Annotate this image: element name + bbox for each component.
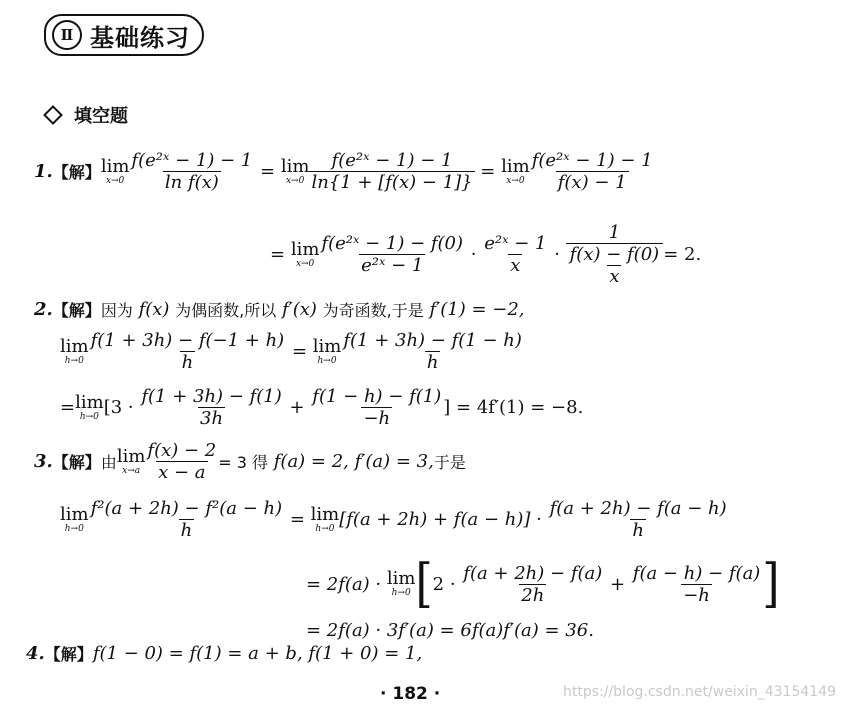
problem-1-number: 1.	[34, 161, 53, 182]
problem-3-line-3: = 2f(a) · lim h→0 [ 2 · $\frac{f(a + 2h) - f(a)}{2h}$ + $\frac{f(a - h) - f(a)}{-h}$ ]	[306, 552, 780, 614]
fraction: $\frac{f(a + 2h) - f(a)}{2h}$	[463, 562, 603, 606]
limit-operator: lim h→0	[60, 335, 89, 366]
fraction: $\frac{f(x) - 2}{x - a}$	[147, 440, 217, 483]
section-header-badge	[44, 14, 204, 56]
fraction: $\frac{f(1 - h) - f(1)}{-h}$	[312, 386, 442, 429]
problem-2-number: 2.	[34, 299, 53, 320]
fraction: $\frac{f(a - h) - f(a)}{-h}$	[632, 562, 761, 606]
limit-operator: lim h→0	[75, 391, 104, 422]
result: = 2f(a) · 3f′(a) = 6f(a)f′(a) = 36.	[306, 620, 594, 641]
problem-1-solution-tag: 【解】	[52, 163, 101, 182]
problem-4-number: 4.	[26, 643, 45, 664]
page-title: 基础练习	[90, 23, 190, 52]
right-bracket: ]	[762, 552, 780, 614]
problem-1-line-2: = lim x→0 $\frac{\text{f(e²ˣ − 1) − f(0)}}{\text{e²ˣ − 1}}$ · $\frac{\text{e²ˣ − 1}}{x}$ · $\frac{1}{\frac{f(x) - f(0)}{x}}$ = 2.	[270, 222, 702, 287]
fraction: $\frac{f(a + 2h) - f(a - h)}{h}$	[549, 498, 727, 541]
fraction: $\frac{\text{f(e²ˣ − 1) − f(0)}}{\text{e²ˣ − 1}}$	[321, 233, 464, 276]
page-number: · 182 ·	[380, 684, 441, 704]
problem-2-line-1: 2. 【解】 因为 f(x) 为偶函数,所以 f′(x) 为奇函数,于是 f′(1) = −2,	[34, 299, 525, 320]
limit-operator: lim x→0	[280, 155, 310, 186]
problem-3-line-2: lim h→0 $\frac{\text{f²(a + 2h) − f²(a − h)}}{h}$ = lim h→0 [f(a + 2h) + f(a − h)] · $\frac{f(a + 2h) - f(a - h)}{h}$	[60, 498, 727, 541]
problem-4-line-1: 4. 【解】 f(1 − 0) = f(1) = a + b, f(1 + 0) = 1,	[26, 643, 423, 664]
limit-operator: lim h→0	[310, 503, 340, 534]
problem-2-line-3: = lim h→0 [3 · $\frac{f(1 + 3h) - f(1)}{3h}$ + $\frac{f(1 - h) - f(1)}{-h}$ ] = 4f′(1) = −8.	[60, 386, 584, 429]
limit-operator: lim x→0	[501, 155, 530, 186]
problem-3-solution-tag: 【解】	[52, 453, 101, 472]
problem-2-solution-tag: 【解】	[52, 301, 101, 320]
problem-4-solution-tag: 【解】	[44, 645, 93, 664]
limit-operator: lim x→a	[116, 445, 146, 476]
left-bracket: [	[415, 552, 433, 614]
fraction: $\frac{f(1 + 3h) - f(1 - h)}{h}$	[343, 330, 522, 373]
section-title: 填空题	[74, 106, 128, 127]
problem-1-line-1: 1. 【解】 lim x→0 $\frac{\text{f(e²ˣ − 1) − 1}}{\text{ln f(x)}}$ = lim x→0 $\frac{\text{f(e²ˣ − 1) − 1}}{\ln\{1 + [f(x) - 1]\}}$ = lim x→0 $\frac{\text{f(e²ˣ − 1) − 1}}{f(x) - 1}$	[34, 150, 653, 193]
watermark: https://blog.csdn.net/weixin_43154149	[562, 684, 836, 700]
fraction: $\frac{\text{f²(a + 2h) − f²(a − h)}}{h}$	[90, 498, 283, 541]
limit-operator: lim h→0	[312, 335, 342, 366]
limit-operator: lim x→0	[290, 238, 320, 269]
problem-3-line-4	[306, 620, 594, 641]
fraction: $\frac{\text{f(e²ˣ − 1) − 1}}{f(x) - 1}$	[531, 150, 653, 193]
fraction: $\frac{f(1 + 3h) - f(-1 + h)}{h}$	[90, 330, 285, 373]
diamond-icon	[43, 105, 63, 125]
fraction: $\frac{f(1 + 3h) - f(1)}{3h}$	[141, 386, 282, 429]
limit-operator: lim h→0	[60, 503, 89, 534]
section-heading	[46, 102, 128, 128]
fraction: $\frac{\text{f(e²ˣ − 1) − 1}}{\ln\{1 + [f(x) - 1]\}}$	[311, 150, 473, 193]
fraction: $\frac{\text{f(e²ˣ − 1) − 1}}{\text{ln f(x)}}$	[131, 150, 253, 193]
limit-operator: lim h→0	[386, 568, 416, 598]
result: ] = 4f′(1) = −8.	[443, 397, 584, 418]
roman-numeral-badge: Ⅱ	[52, 20, 82, 50]
fraction: $\frac{\text{e²ˣ − 1}}{x}$	[484, 233, 547, 276]
problem-3-number: 3.	[34, 451, 53, 472]
problem-3-line-1: 3. 【解】 由 lim x→a $\frac{f(x) - 2}{x - a}$ = 3 得 f(a) = 2, f′(a) = 3, 于是	[34, 440, 466, 483]
limit-operator: lim x→0	[100, 155, 130, 186]
fraction: $\frac{1}{\frac{f(x) - f(0)}{x}}$	[566, 222, 664, 287]
problem-2-line-2: lim h→0 $\frac{f(1 + 3h) - f(-1 + h)}{h}$ = lim h→0 $\frac{f(1 + 3h) - f(1 - h)}{h}$	[60, 330, 522, 373]
result: = 2.	[663, 244, 702, 265]
